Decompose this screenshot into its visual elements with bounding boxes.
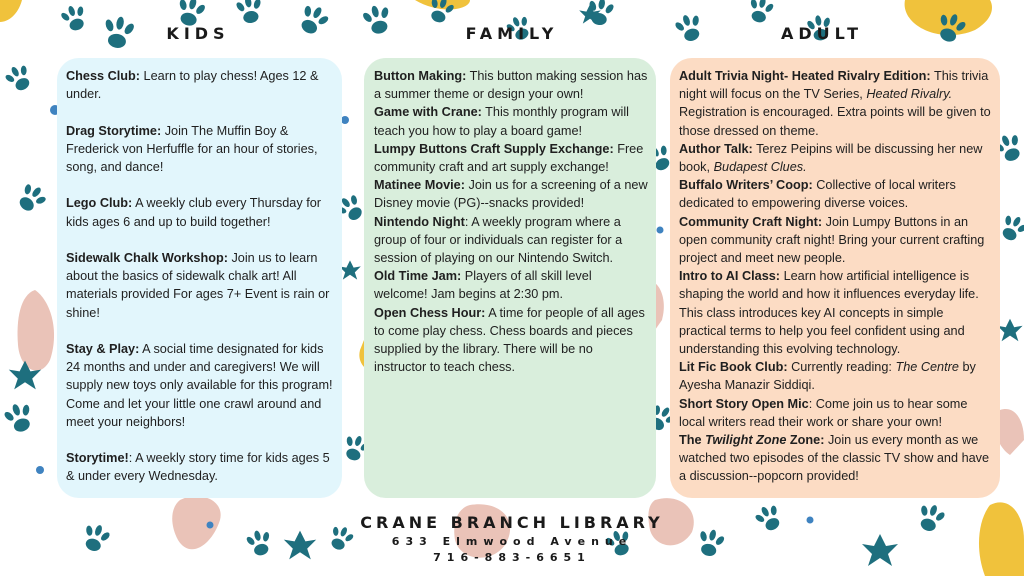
entry-text: A social time designated for kids 24 months and under and caregivers! We will supply new toys only available for this program! Come and let your little one crawl around and meet your neighbors! bbox=[66, 341, 333, 429]
entry-title: Stay & Play: bbox=[66, 341, 140, 356]
entry-title: Sidewalk Chalk Workshop: bbox=[66, 250, 228, 265]
entry-italic: Budapest Clues. bbox=[713, 160, 807, 175]
entry-title: Storytime! bbox=[66, 451, 129, 466]
kids-entry-chess-club bbox=[66, 67, 333, 103]
entry-italic: Twilight Zone bbox=[705, 433, 787, 448]
entry-text: A time for people of all ages to come play chess. Chess boards and pieces supplied by the library. There will be no instructor to teach chess. bbox=[374, 305, 645, 375]
kids-heading: KIDS bbox=[166, 24, 230, 43]
entry-title-part: The bbox=[679, 433, 706, 448]
entry-text: : A weekly story time for kids ages 5 & under every Wednesday. bbox=[66, 451, 330, 484]
entry-text: Free community craft and art supply exchange! bbox=[374, 141, 644, 175]
entry-title: Button Making: bbox=[374, 69, 467, 83]
kids-entry-storytime bbox=[66, 449, 333, 485]
entry-text: Join us to learn about the basics of sidewalk chalk art! All materials provided For ages 7+ Event is rain or shine! bbox=[66, 250, 330, 320]
adult-entry-intro-to-ai bbox=[679, 267, 992, 358]
family-heading: FAMILY bbox=[465, 24, 559, 43]
library-name: CRANE BRANCH LIBRARY bbox=[360, 513, 664, 532]
kids-panel bbox=[57, 58, 342, 498]
entry-title: Open Chess Hour: bbox=[374, 305, 486, 320]
entry-text: Collective of local writers dedicated to empowering diverse voices. bbox=[679, 178, 956, 211]
entry-text: Terez Peipins will be discussing her new book, bbox=[679, 141, 983, 175]
entry-text: This button making session has a summer theme or design your own! bbox=[374, 69, 648, 102]
family-entry-matinee-movie bbox=[374, 176, 648, 212]
kids-entry-sidewalk-chalk bbox=[66, 249, 333, 322]
entry-title: Old Time Jam: bbox=[374, 269, 462, 284]
entry-title: Lit Fic Book Club: bbox=[679, 360, 788, 375]
adult-entry-writers-coop bbox=[679, 176, 992, 212]
entry-title: Lego Club: bbox=[66, 196, 133, 211]
entry-title: Drag Storytime: bbox=[66, 123, 162, 138]
entry-text: Players of all skill level welcome! Jam begins at 2:30 pm. bbox=[374, 269, 592, 302]
family-entry-old-time-jam bbox=[374, 267, 648, 303]
entry-text: Join us for a screening of a new Disney movie (PG)--snacks provided! bbox=[374, 178, 648, 211]
entry-text: : Come join us to hear some local writers read their work or share your own! bbox=[679, 396, 968, 429]
entry-title: Nintendo Night bbox=[374, 214, 465, 229]
kids-entry-stay-and-play bbox=[66, 340, 333, 431]
family-entry-game-with-crane bbox=[374, 103, 648, 139]
library-address: 633 Elmwood Avenue bbox=[391, 535, 633, 548]
adult-entry-community-craft-night bbox=[679, 213, 992, 268]
entry-title: Matinee Movie: bbox=[374, 178, 465, 193]
family-entry-open-chess-hour bbox=[374, 304, 648, 377]
entry-title: Lumpy Buttons Craft Supply Exchange: bbox=[374, 141, 614, 156]
entry-text: Currently reading: bbox=[787, 360, 896, 375]
entry-title: Chess Club: bbox=[66, 69, 141, 83]
entry-text: A weekly club every Thursday for kids ages 6 and up to build together! bbox=[66, 196, 322, 229]
entry-title: Intro to AI Class: bbox=[679, 269, 781, 284]
adult-entry-author-talk bbox=[679, 140, 992, 176]
entry-text: This monthly program will teach you how to play a board game! bbox=[374, 105, 630, 138]
entry-italic: The Centre bbox=[895, 360, 959, 375]
entry-title: Game with Crane: bbox=[374, 105, 482, 120]
adult-panel bbox=[670, 58, 1000, 498]
family-entry-craft-supply-exchange bbox=[374, 140, 648, 176]
entry-title: Community Craft Night: bbox=[679, 214, 823, 229]
entry-title bbox=[679, 433, 824, 447]
family-panel bbox=[364, 58, 656, 498]
entry-text: Registration is encouraged. Extra points will be given to those dressed on theme. bbox=[679, 105, 991, 138]
entry-text: Join The Muffin Boy & Frederick von Herfuffle for an hour of stories, song, and dance! bbox=[66, 123, 318, 174]
entry-text: Learn how artificial intelligence is shaping the world and how it influences everyday life. This class introduces key AI concepts in simple practical terms to help you feel confident using and understanding this evolving technology. bbox=[679, 269, 979, 357]
entry-title: Author Talk: bbox=[679, 141, 753, 156]
entry-text: Join Lumpy Buttons in an open community craft night! Bring your current crafting project and meet new people. bbox=[679, 214, 985, 266]
family-entry-button-making bbox=[374, 67, 648, 103]
entry-title: Buffalo Writers’ Coop: bbox=[679, 178, 813, 193]
adult-entry-lit-fic-book-club bbox=[679, 358, 992, 394]
entry-title-part: Zone: bbox=[786, 433, 825, 448]
entry-text: by Ayesha Manazir Siddiqi. bbox=[679, 360, 976, 393]
adult-entry-open-mic bbox=[679, 395, 992, 431]
entry-text: : A weekly program where a group of four or individuals can register for a session of playing on our Nintendo Switch. bbox=[374, 214, 623, 266]
adult-entry-twilight-zone-zone bbox=[679, 431, 992, 486]
entry-text: Learn to play chess! Ages 12 & under. bbox=[66, 69, 319, 102]
adult-entry-trivia-night bbox=[679, 67, 992, 140]
kids-entry-lego-club bbox=[66, 194, 333, 230]
entry-title: Adult Trivia Night- Heated Rivalry Edition: bbox=[679, 69, 931, 83]
kids-entry-drag-storytime bbox=[66, 122, 333, 177]
library-phone: 716-883-6651 bbox=[433, 551, 591, 564]
entry-italic: Heated Rivalry. bbox=[866, 87, 953, 102]
entry-text: Join us every month as we watched two episodes of the classic TV show and have a discussion--popcorn provided! bbox=[679, 433, 990, 484]
family-entry-nintendo-night bbox=[374, 213, 648, 268]
entry-title: Short Story Open Mic bbox=[679, 396, 809, 411]
entry-text: This trivia night will focus on the TV Series, bbox=[679, 69, 989, 102]
adult-heading: ADULT bbox=[780, 24, 864, 43]
